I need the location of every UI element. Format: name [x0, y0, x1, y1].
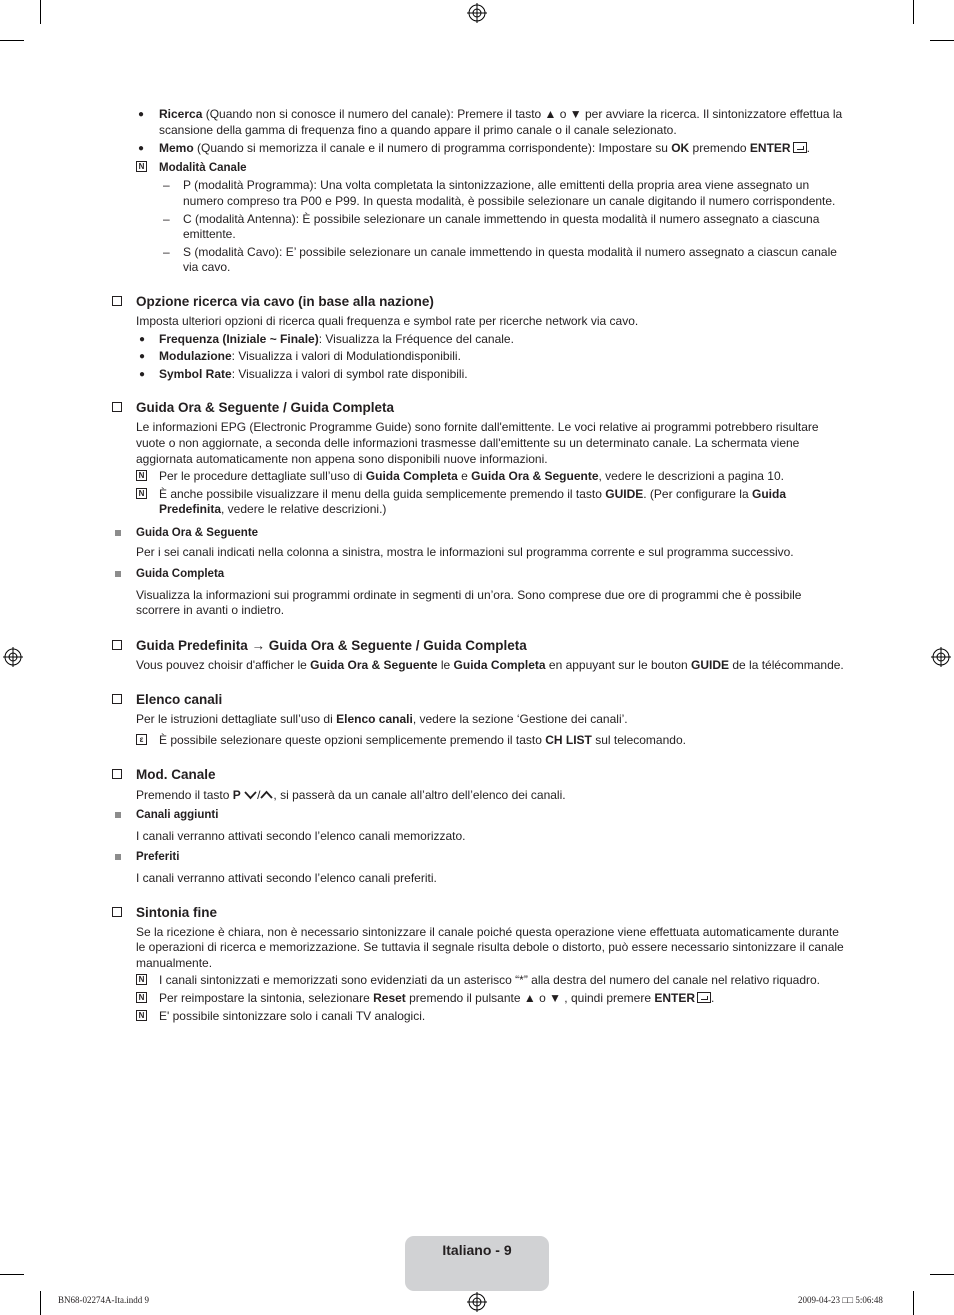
crop-mark [913, 1291, 914, 1315]
predefinita-text [112, 658, 844, 674]
modalita-item-s: S (modalità Cavo): E’ possibile selezionare un canale immettendo in questa modalità il numero assegnato a ciascun canale via cavo. [183, 244, 837, 275]
para-bold: Guida Completa [453, 657, 546, 672]
chevron-up-icon [260, 790, 273, 800]
mod-sub2-text: I canali verranno attivati secondo l’elenco canali preferiti. [136, 871, 437, 885]
checkbox-bullet-icon [112, 769, 122, 779]
section-title-predefinita [112, 637, 844, 654]
note-bold: ENTER [654, 990, 696, 1005]
note-text: . [711, 990, 715, 1005]
subheading-canali-aggiunti [112, 808, 844, 824]
note-icon: N [136, 1010, 147, 1021]
opzione-item-label: Frequenza (Iniziale ~ Finale) [159, 331, 319, 346]
section-title-mod [112, 766, 844, 783]
note-text: . (Per configurare la [643, 486, 752, 501]
section-title-opzione [112, 293, 844, 310]
mod-sub1-text: I canali verranno attivati secondo l’elenco canali memorizzato. [136, 828, 466, 843]
slug-left: BN68-02274A-Ita.indd 9 [58, 1295, 149, 1305]
note-text: e [457, 469, 472, 484]
subheading-text: Canali aggiunti [136, 809, 219, 822]
note-icon: N [136, 470, 147, 481]
crop-mark [0, 1274, 24, 1275]
sintonia-title: Sintonia fine [136, 904, 217, 920]
crop-mark [930, 40, 954, 41]
memo-ok: OK [671, 141, 690, 156]
crop-mark [40, 0, 41, 24]
para-text: de la télécommande. [729, 657, 844, 672]
bullet-icon: ● [139, 351, 146, 363]
note-icon: N [136, 992, 147, 1003]
subheading-text: Guida Ora & Seguente [136, 526, 259, 539]
dash-icon: – [163, 178, 170, 193]
para-text: Per le istruzioni dettagliate sull’uso di [136, 712, 337, 727]
note-sintonia-2 [112, 991, 844, 1007]
list-item [112, 245, 844, 276]
checkbox-bullet-icon [112, 640, 122, 650]
opzione-item-label: Modulazione [159, 349, 232, 364]
list-item [112, 332, 844, 348]
predefinita-title: Guida Predefinita → Guida Ora & Seguente / Guida Completa [136, 637, 527, 653]
note-text: premendo il pulsante ▲ o ▼ , quindi premere [405, 990, 655, 1005]
subheading-guida-ora [112, 526, 844, 542]
para-text: Premendo il tasto [136, 787, 233, 802]
opzione-item-label: Symbol Rate [159, 366, 232, 381]
remote-icon: ε [136, 734, 147, 745]
memo-enter: ENTER [749, 141, 791, 156]
bullet-ricerca [112, 107, 844, 138]
elenco-text [112, 712, 844, 728]
page-number: Italiano - 9 [442, 1242, 512, 1258]
bullet-memo [112, 141, 844, 157]
note-elenco [112, 733, 844, 749]
dash-icon: – [163, 244, 170, 259]
para-bold: P [232, 787, 241, 802]
chevron-down-icon [244, 790, 257, 800]
section-title-guida [112, 399, 844, 416]
checkbox-bullet-icon [112, 296, 122, 306]
para-text: le [437, 657, 454, 672]
modalita-item-p: P (modalità Programma): Una volta completata la sintonizzazione, alle emittenti della propria area viene assegnato un numero compreso tra P00 e P99. In questa modalità, è possibile selezionare un canale digitando il numero corrispondente. [183, 178, 836, 208]
section-title-elenco [112, 691, 844, 708]
note-guida-2 [112, 487, 844, 518]
note-icon: N [136, 161, 147, 172]
bullet-icon: ● [138, 109, 145, 120]
para-text: Vous pouvez choisir d'afficher le [136, 657, 311, 672]
para-text: , si passerà da un canale all’altro dell’elenco dei canali. [273, 787, 566, 802]
para-bold: Elenco canali [336, 712, 413, 727]
list-item [112, 212, 844, 243]
guida-sub2-text: Visualizza la informazioni sui programmi ordinate in segmenti di un’ora. Sono comprese due ore di programmi che è possibile scorrere in avanti o indietro. [136, 587, 802, 618]
note-bold: GUIDE [605, 486, 644, 501]
registration-mark-icon [931, 647, 951, 667]
enter-icon [697, 992, 711, 1003]
ricerca-label: Ricerca [159, 107, 203, 121]
opzione-item-text: : Visualizza la Fréquence del canale. [318, 331, 514, 346]
subheading-text: Preferiti [136, 851, 180, 864]
registration-mark-icon [467, 1292, 487, 1312]
mod-title: Mod. Canale [136, 766, 216, 782]
list-item [112, 178, 844, 209]
para-bold: Guida Ora & Seguente [310, 657, 438, 672]
elenco-title: Elenco canali [136, 692, 223, 708]
checkbox-bullet-icon [112, 694, 122, 704]
note-bold: Guida Completa [365, 469, 458, 484]
para-text: , vedere la sezione ‘Gestione dei canali’. [412, 712, 628, 727]
list-item [112, 349, 844, 365]
opzione-item-text: : Visualizza i valori di symbol rate disponibili. [231, 366, 468, 381]
note-guida-1 [112, 469, 844, 485]
list-item [112, 367, 844, 383]
crop-mark [40, 1291, 41, 1315]
note-bold: Reset [373, 990, 406, 1005]
note-icon: N [136, 974, 147, 985]
square-bullet-icon [115, 571, 121, 577]
para-bold: GUIDE [691, 657, 730, 672]
memo-mid: premendo [689, 141, 750, 156]
guida-title: Guida Ora & Seguente / Guida Completa [136, 400, 395, 416]
checkbox-bullet-icon [112, 907, 122, 917]
note-bold: Guida Predefinita [159, 486, 786, 517]
crop-mark [0, 40, 24, 41]
note-text: È anche possibile visualizzare il menu della guida semplicemente premendo il tasto [159, 486, 606, 501]
note-text: E' possibile sintonizzare solo i canali TV analogici. [159, 1008, 426, 1023]
guida-sub1-text: Per i sei canali indicati nella colonna a sinistra, mostra le informazioni sul programma corrente e sul programma successivo. [136, 545, 794, 560]
dash-icon: – [163, 211, 170, 226]
page-content [112, 107, 844, 1024]
square-bullet-icon [115, 854, 121, 860]
bullet-icon: ● [139, 333, 146, 345]
memo-label: Memo [159, 141, 194, 156]
note-text: Per reimpostare la sintonia, selezionare [159, 990, 374, 1005]
sintonia-intro: Se la ricezione è chiara, non è necessario sintonizzare il canale poiché questa operazione viene effettuata automaticamente durante le operazioni di ricerca e memorizzazione. Se tuttavia il segnale risulta debole o distorto, può essere necessario sintonizzare il canale manualmente. [136, 924, 844, 970]
slash-icon: / [257, 787, 261, 802]
modalita-title: Modalità Canale [159, 161, 247, 174]
note-text: , vedere le relative descrizioni.) [221, 502, 387, 517]
subheading-preferiti [112, 850, 844, 866]
note-text: , vedere le descrizioni a pagina 10. [598, 469, 784, 484]
note-text: È possibile selezionare queste opzioni semplicemente premendo il tasto [159, 733, 546, 748]
square-bullet-icon [115, 530, 121, 536]
modalita-item-c: C (modalità Antenna): È possibile selezionare un canale immettendo in questa modalità il numero assegnato a ciascuna emittente. [183, 211, 820, 242]
section-title-sintonia [112, 904, 844, 921]
memo-text: (Quando si memorizza il canale e il numero di programma corrispondente): Impostare su [193, 141, 672, 156]
crop-mark [930, 1274, 954, 1275]
note-text: sul telecomando. [591, 733, 686, 748]
checkbox-bullet-icon [112, 402, 122, 412]
opzione-intro: Imposta ulteriori opzioni di ricerca quali frequenza e symbol rate per ricerche network via cavo. [136, 313, 639, 328]
subheading-guida-completa [112, 567, 844, 583]
subheading-text: Guida Completa [136, 568, 225, 581]
registration-mark-icon [467, 3, 487, 23]
note-text: I canali sintonizzati e memorizzati sono evidenziati da un asterisco “*” alla destra del numero del canale nel relativo riquadro. [159, 973, 821, 988]
para-text: en appuyant sur le bouton [545, 657, 692, 672]
crop-mark [913, 0, 914, 24]
note-sintonia-1 [112, 973, 844, 989]
enter-icon [793, 142, 807, 153]
registration-mark-icon [3, 647, 23, 667]
note-icon: N [136, 488, 147, 499]
bullet-icon: ● [139, 368, 146, 380]
opzione-item-text: : Visualizza i valori di Modulationdisponibili. [231, 349, 461, 364]
bullet-icon: ● [138, 143, 145, 155]
note-modalita [112, 160, 844, 177]
note-text: Per le procedure dettagliate sull’uso di [159, 469, 366, 484]
opzione-title: Opzione ricerca via cavo (in base alla nazione) [136, 293, 434, 309]
note-sintonia-3 [112, 1009, 844, 1025]
note-bold: CH LIST [545, 733, 592, 748]
memo-end: . [806, 141, 810, 156]
note-bold: Guida Ora & Seguente [471, 469, 599, 484]
mod-text [112, 788, 844, 804]
slug-right: 2009-04-23 □□ 5:06:48 [798, 1295, 883, 1305]
guida-intro: Le informazioni EPG (Electronic Programme Guide) sono fornite dall'emittente. Le voci relative ai programmi potrebbero risultare vuote o non aggiornate, a seconda delle informazioni trasmesse dall'emittente su un determinato canale. La schermata viene aggiornata automaticamente non appena sono disponibili nuove informazioni. [136, 420, 819, 466]
square-bullet-icon [115, 812, 121, 818]
ricerca-text: (Quando non si conosce il numero del canale): Premere il tasto ▲ o ▼ per avviare la ricerca. Il sintonizzatore effettua la scansione della gamma di frequenza fino a quando appare il primo canale o il canale selezionato. [159, 107, 843, 137]
